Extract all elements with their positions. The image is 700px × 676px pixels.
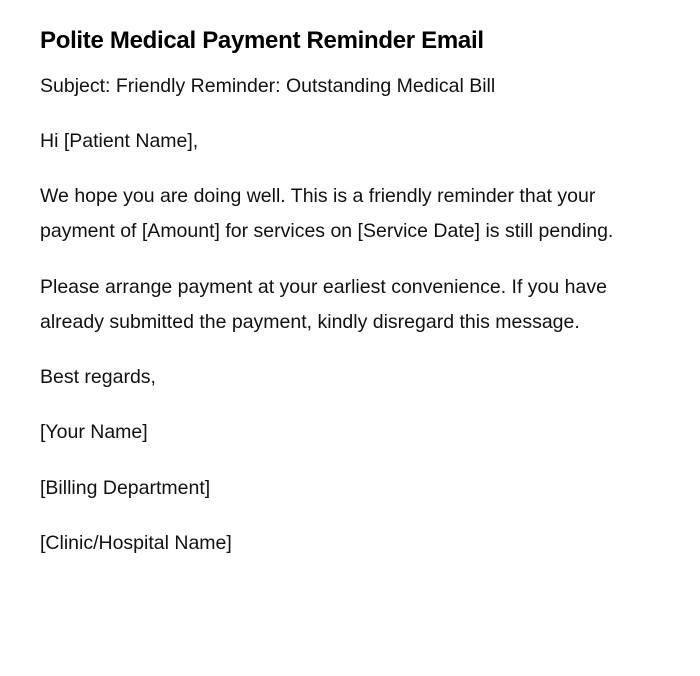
signature-name: [Your Name] — [40, 421, 148, 443]
email-subject-line: Subject: Friendly Reminder: Outstanding Medical Bill — [40, 75, 496, 97]
signature-organization: [Clinic/Hospital Name] — [40, 532, 232, 554]
email-closing: Best regards, — [40, 366, 156, 388]
email-body-paragraph-1: We hope you are doing well. This is a friendly reminder that your payment of [Amount] for services on [Service Date] is still pending. — [40, 185, 614, 242]
email-greeting: Hi [Patient Name], — [40, 130, 199, 152]
email-body-paragraph-2: Please arrange payment at your earliest convenience. If you have already submitted the payment, kindly disregard this message. — [40, 276, 607, 333]
signature-department: [Billing Department] — [40, 477, 211, 499]
document-title: Polite Medical Payment Reminder Email — [40, 27, 484, 54]
